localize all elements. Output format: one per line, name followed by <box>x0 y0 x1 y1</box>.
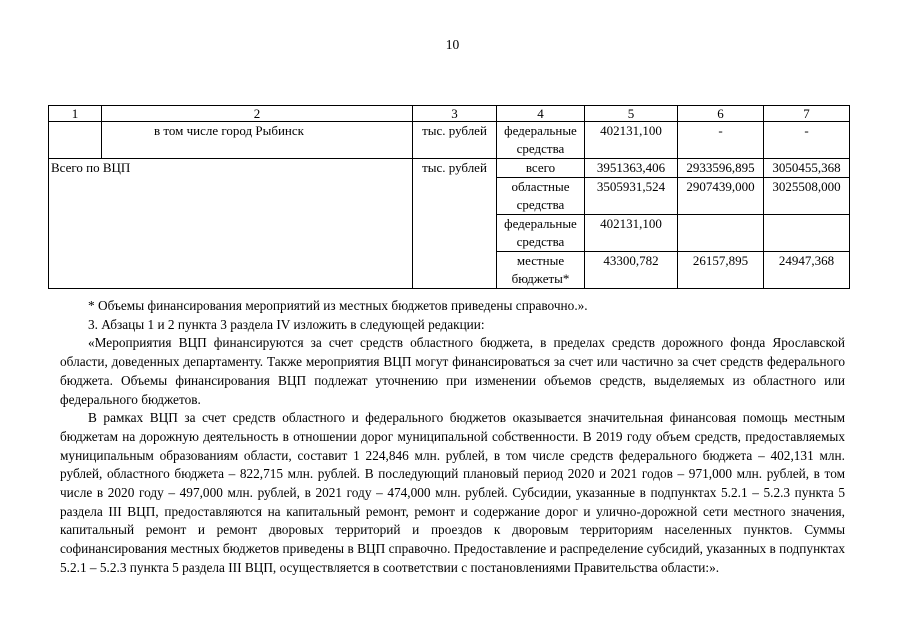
value-cell: 3951363,406 <box>585 159 678 178</box>
value-cell: 26157,895 <box>678 252 764 289</box>
value-cell: 2907439,000 <box>678 178 764 215</box>
total-name-cell: Всего по ВЦП <box>49 159 413 289</box>
table-row-rybinsk <box>49 122 850 159</box>
value-cell: - <box>678 122 764 159</box>
header-cell: 5 <box>585 106 678 122</box>
value-cell: 3025508,000 <box>764 178 850 215</box>
amendment-paragraph: 3. Абзацы 1 и 2 пункта 3 раздела IV изложить в следующей редакции: <box>88 316 485 332</box>
header-cell: 2 <box>102 106 413 122</box>
footnote-paragraph: * Объемы финансирования мероприятий из местных бюджетов приведены справочно.». <box>88 298 588 313</box>
page-number: 10 <box>445 37 460 52</box>
value-cell: 2933596,895 <box>678 159 764 178</box>
value-cell <box>764 215 850 252</box>
financing-paragraph: «Мероприятия ВЦП финансируются за счет средств областного бюджета, в пределах средств дорожного фонда Ярославской области, доведенных департаменту. Также мероприятия ВЦП могут финансироваться за счет или частично за счет средств федерального бюджета. Объемы финансирования ВЦП подлежат уточнению при изменении объемов средств, выделяемых из областного или федерального бюджетов. <box>60 335 845 407</box>
value-cell: 402131,100 <box>585 215 678 252</box>
empty-cell <box>49 122 102 159</box>
header-cell: 4 <box>497 106 585 122</box>
header-cell: 7 <box>764 106 850 122</box>
row-name-cell: в том числе город Рыбинск <box>102 122 413 159</box>
value-cell: 3050455,368 <box>764 159 850 178</box>
body-text <box>60 297 845 578</box>
source-cell: местные бюджеты* <box>497 252 585 289</box>
subsidies-paragraph: В рамках ВЦП за счет средств областного и федерального бюджетов оказывается значительная финансовая помощь местным бюджетам на дорожную деятельность в отношении дорог муниципальной собственности. В 2019 году объем средств, предоставляемых муниципальным образованиям области, составит 1 224,846 млн. рублей, в том числе средств федерального бюджета – 402,131 млн. рублей, областного бюджета – 822,715 млн. рублей. В последующий плановый период 2020 и 2021 годов – 971,000 млн. рублей, в том числе в 2020 году – 497,000 млн. рублей, в 2021 году – 474,000 млн. рублей. Субсидии, указанные в подпунктах 5.2.1 – 5.2.3 пункта 5 раздела III ВЦП, предоставляются на капитальный ремонт, ремонт и содержание дорог и улично-дорожной сети местного значения, капитальный ремонт и ремонт дворовых территорий и проездов к дворовым территориям населенных пунктов. Суммы софинансирования местных бюджетов приведены в ВЦП справочно. Предоставление и распределение субсидий, указанных в подпунктах 5.2.1 – 5.2.3 пункта 5 раздела III ВЦП, осуществляется в соответствии с постановлениями Правительства области:». <box>60 410 845 575</box>
unit-cell: тыс. рублей <box>413 122 497 159</box>
header-cell: 3 <box>413 106 497 122</box>
table-header-row <box>49 106 850 122</box>
header-cell: 1 <box>49 106 102 122</box>
source-cell: федеральные средства <box>497 122 585 159</box>
value-cell: 43300,782 <box>585 252 678 289</box>
value-cell: 3505931,524 <box>585 178 678 215</box>
source-cell: всего <box>497 159 585 178</box>
unit-cell: тыс. рублей <box>413 159 497 289</box>
source-cell: областные средства <box>497 178 585 215</box>
table-row-total <box>49 159 850 178</box>
financing-table <box>48 105 850 289</box>
value-cell: 402131,100 <box>585 122 678 159</box>
value-cell: - <box>764 122 850 159</box>
source-cell: федеральные средства <box>497 215 585 252</box>
header-cell: 6 <box>678 106 764 122</box>
value-cell: 24947,368 <box>764 252 850 289</box>
value-cell <box>678 215 764 252</box>
